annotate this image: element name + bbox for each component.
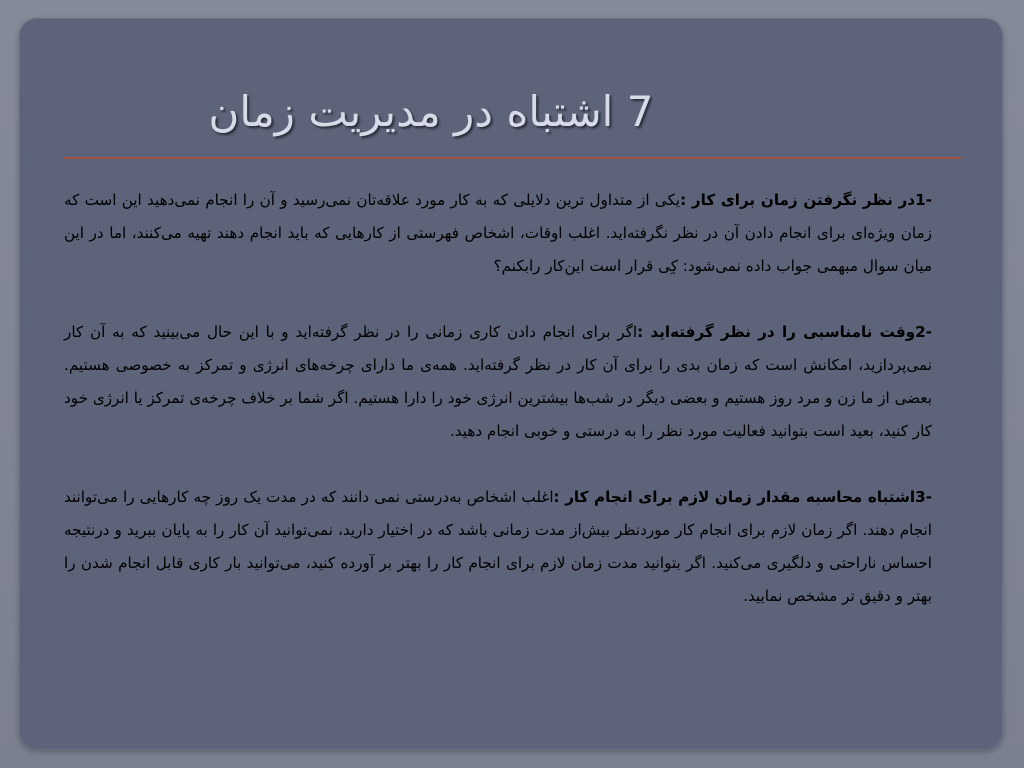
paragraph-1 — [64, 184, 932, 283]
paragraph-2 — [64, 316, 932, 448]
paragraph-2-heading: -2وقت نامناسبی را در نظر گرفته‌اید : — [637, 323, 932, 341]
paragraph-3-text: اغلب اشخاص به‌درستی نمی دانند که در مدت یک روز چه کارهایی را می‌توانند انجام دهند. اگر زمان لازم برای انجام کار موردنظر بیش‌از مدت زمانی باشد که در اختیار دارید، نمی‌توانید آن کار را به پایان ببرید و درنتیجه احساس ناراحتی و دلگیری می‌کنید. اگر بتوانید مدت زمان لازم برای انجام کار را بهتر بر آورده کنید، می‌توانید بار کاری قابل انجام شدن را بهتر و دقیق تر مشخص نمایید. — [64, 488, 932, 605]
title-divider — [63, 157, 962, 159]
paragraph-3-heading: -3اشتباه محاسبه مقدار زمان لازم برای انجام کار : — [553, 488, 932, 506]
slide-body — [64, 184, 932, 704]
paragraph-1-heading: -1در نظر نگرفتن زمان برای کار : — [680, 191, 932, 209]
paragraph-3 — [64, 481, 932, 613]
slide-title: 7 اشتباه در مدیریت زمان — [208, 87, 654, 136]
paragraph-2-text: اگر برای انجام دادن کاری زمانی را در نظر گرفته‌اید و با این حال می‌بینید که به آن کار نمی‌پردازید، امکانش است که زمان بدی را برای آن کار در نظر گرفته‌اید. همه‌ی ما دارای چرخه‌های انرژی و تمرکز به خصوصی هستیم. بعضی از ما زن و مرد روز هستیم و بعضی دیگر در شب‌ها بیشترین انرژی خود را دارا هستیم. اگر شما بر خلاف چرخه‌ی تمرکز یا انرژی خود کار کنید، بعید است بتوانید فعالیت مورد نظر را به درستی و خوبی انجام دهید. — [64, 323, 932, 440]
paragraph-1-text: یکی از متداول ترین دلایلی که به کار مورد علاقه‌تان نمی‌رسید و آن را انجام نمی‌دهید این است که زمان ویژه‌ای برای انجام دادن آن در نظر نگرفته‌اید. اغلب اوقات، اشخاص فهرستی از کارهایی که باید انجام دهند تهیه می‌کنند، اما در این میان سوال مبهمی جواب داده نمی‌شود: کِی قرار است این‌کار را‌بکنم؟ — [64, 191, 932, 275]
